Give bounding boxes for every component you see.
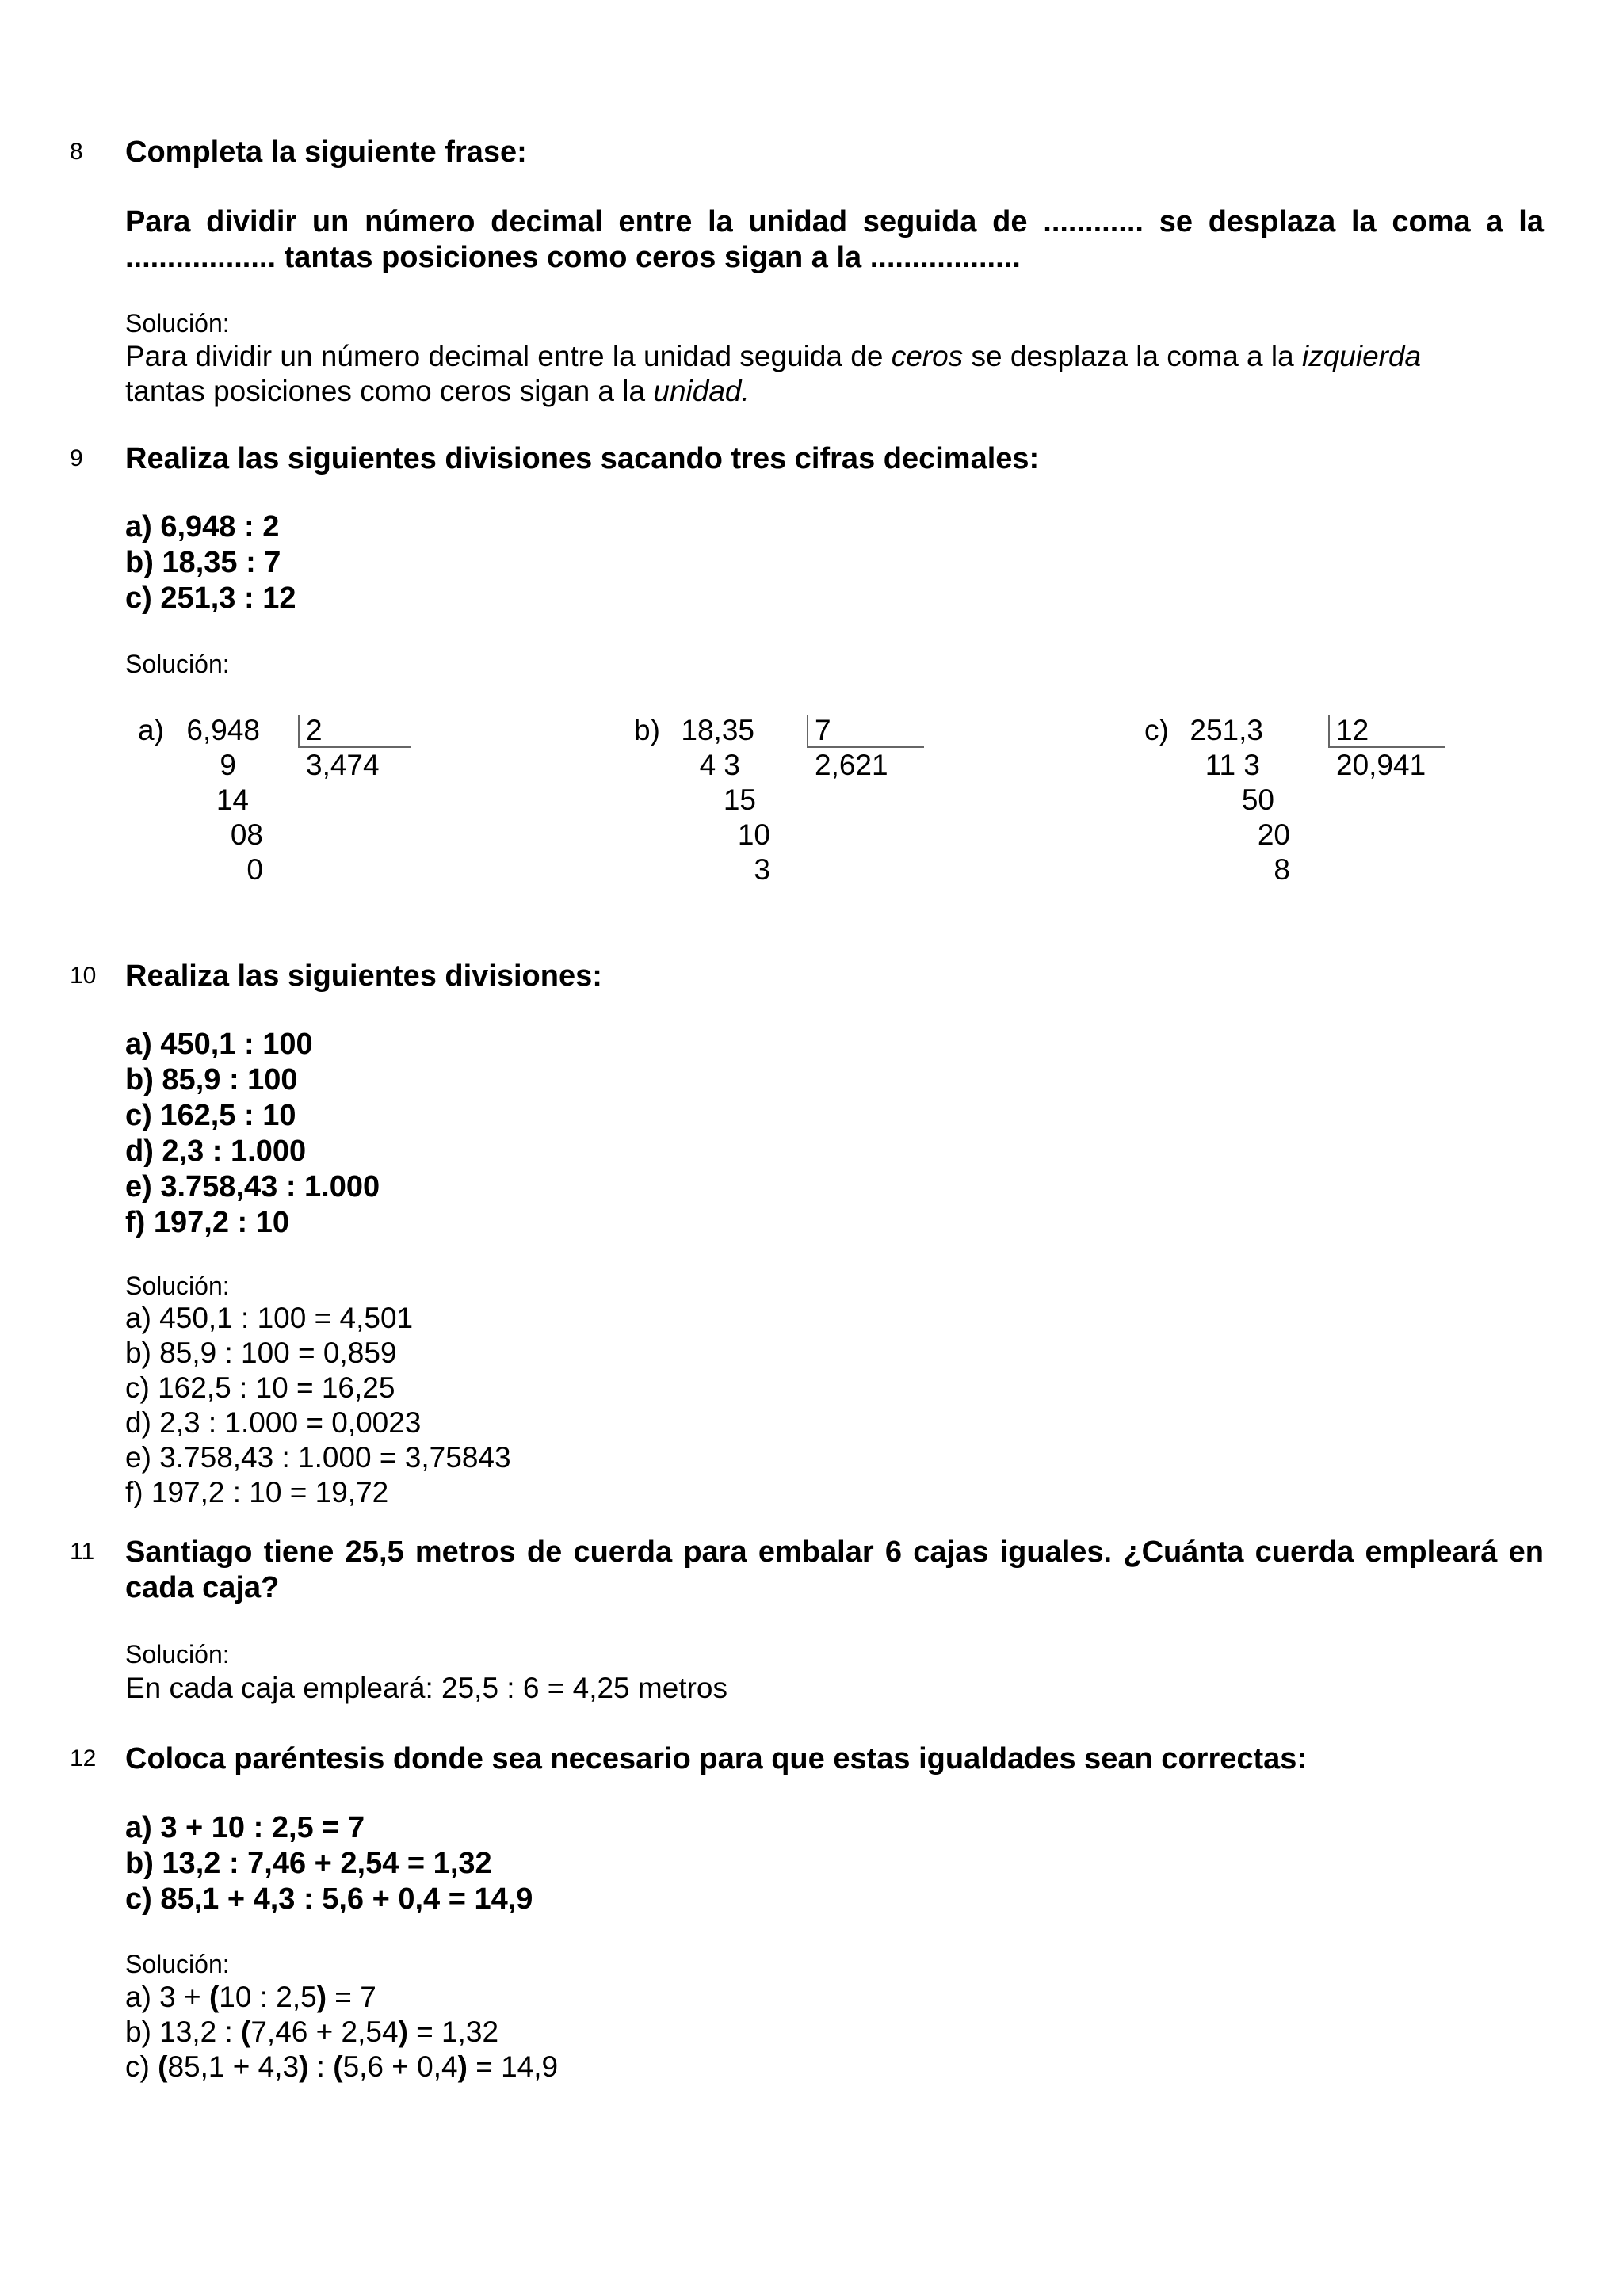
problem-items — [125, 1027, 1544, 1241]
text-part: = 14,9 — [467, 2050, 559, 2083]
text-part: b) 13,2 : — [125, 2016, 242, 2048]
long-division-c — [1141, 713, 1474, 887]
solution-line: a) 450,1 : 100 = 4,501 — [125, 1302, 414, 1334]
division-step: 08 — [230, 818, 263, 851]
italic-answer: izquierda — [1301, 340, 1422, 372]
solution-text — [125, 339, 1544, 409]
solution-text: En cada caja empleará: 25,5 : 6 = 4,25 metros — [125, 1672, 727, 1704]
quotient: 2,621 — [815, 749, 888, 781]
division-label: a) — [138, 714, 164, 746]
item: e) 3.758,43 : 1.000 — [125, 1170, 380, 1203]
text-part: : — [308, 2050, 334, 2083]
parenthesis: ) — [299, 2050, 309, 2083]
text-part: se desplaza la coma a la — [963, 340, 1302, 372]
text-part: = 1,32 — [407, 2016, 499, 2048]
solution-line: e) 3.758,43 : 1.000 = 3,75843 — [125, 1441, 511, 1474]
division-bracket — [298, 715, 300, 746]
problem-number: 12 — [70, 1745, 97, 1772]
division-step: 8 — [1274, 853, 1290, 886]
item: b) 18,35 : 7 — [125, 546, 281, 579]
solution-line: b) 85,9 : 100 = 0,859 — [125, 1337, 397, 1369]
division-step: 0 — [246, 853, 263, 886]
solution-line — [125, 374, 1544, 409]
divisor: 2 — [306, 714, 323, 746]
solution-line — [125, 339, 1544, 374]
parenthesis: ( — [158, 2050, 168, 2083]
text-line: cada caja? — [125, 1571, 280, 1604]
text-part: 7,46 + 2,54 — [250, 2016, 399, 2048]
text-part: = 7 — [327, 1981, 376, 2013]
item: a) 3 + 10 : 2,5 = 7 — [125, 1811, 365, 1844]
divisor: 12 — [1336, 714, 1369, 746]
text-part: 5,6 + 0,4 — [342, 2050, 458, 2083]
division-step: 9 — [220, 749, 236, 781]
italic-answer: ceros — [891, 340, 964, 372]
solution-label: Solución: — [125, 650, 230, 678]
problem-statement: Realiza las siguientes divisiones: — [125, 959, 602, 993]
division-label: c) — [1144, 714, 1169, 746]
dividend: 251,3 — [1190, 714, 1263, 746]
item: a) 6,948 : 2 — [125, 510, 280, 543]
text-part: 85,1 + 4,3 — [167, 2050, 300, 2083]
text-line: .................. tantas posiciones como ceros sigan a la .................. — [125, 241, 1021, 274]
solution-label: Solución: — [125, 1640, 230, 1669]
division-step: 15 — [723, 784, 756, 816]
problem-items — [125, 509, 1544, 616]
text-part: tantas posiciones como ceros sigan a la — [125, 375, 654, 407]
solution-line — [125, 2050, 1544, 2084]
quotient: 20,941 — [1336, 749, 1426, 781]
division-step: 14 — [216, 784, 249, 816]
solution-line — [125, 2015, 1544, 2050]
problem-number: 10 — [70, 963, 97, 989]
item: c) 162,5 : 10 — [125, 1099, 296, 1132]
parenthesis: ) — [457, 2050, 468, 2083]
problem-statement: Completa la siguiente frase: — [125, 135, 527, 169]
parenthesis: ) — [398, 2016, 408, 2048]
division-step: 4 3 — [699, 749, 740, 781]
divisor: 7 — [815, 714, 831, 746]
solution-label: Solución: — [125, 309, 230, 338]
division-bracket — [1328, 715, 1330, 746]
division-step: 50 — [1241, 784, 1274, 816]
item: c) 85,1 + 4,3 : 5,6 + 0,4 = 14,9 — [125, 1882, 533, 1916]
solution-line — [125, 1980, 1544, 2015]
solution-label: Solución: — [125, 1950, 230, 1978]
problem-statement — [125, 1535, 1544, 1606]
text-line: Para dividir un número decimal entre la unidad seguida de ............ se desplaza la coma a la — [125, 205, 1544, 238]
division-step: 11 3 — [1205, 749, 1260, 781]
problem-number: 8 — [70, 139, 83, 165]
division-bracket — [807, 715, 808, 746]
parenthesis: ) — [316, 1981, 327, 2013]
division-step: 20 — [1257, 818, 1290, 851]
problem-text — [125, 204, 1544, 276]
division-step: 3 — [754, 853, 770, 886]
division-step: 10 — [737, 818, 770, 851]
problem-number: 11 — [70, 1539, 95, 1565]
problem-number: 9 — [70, 445, 83, 471]
solution-line: c) 162,5 : 10 = 16,25 — [125, 1371, 395, 1404]
text-part: Para dividir un número decimal entre la unidad seguida de — [125, 340, 892, 372]
problem-statement: Coloca paréntesis donde sea necesario para que estas igualdades sean correctas: — [125, 1742, 1308, 1775]
quotient: 3,474 — [306, 749, 380, 781]
item: f) 197,2 : 10 — [125, 1206, 289, 1239]
long-division-a — [135, 713, 452, 887]
text-part: c) — [125, 2050, 158, 2083]
solution-line: d) 2,3 : 1.000 = 0,0023 — [125, 1406, 422, 1439]
dividend: 6,948 — [186, 714, 260, 746]
solution-label: Solución: — [125, 1272, 230, 1300]
problem-statement: Realiza las siguientes divisiones sacando tres cifras decimales: — [125, 442, 1040, 475]
problem-items — [125, 1810, 1544, 1917]
text-part: a) 3 + — [125, 1981, 209, 2013]
italic-answer: unidad. — [653, 375, 750, 407]
parenthesis: ( — [241, 2016, 251, 2048]
item: b) 85,9 : 100 — [125, 1063, 298, 1097]
item: c) 251,3 : 12 — [125, 582, 296, 615]
solution-list — [125, 1980, 1544, 2084]
parenthesis: ( — [208, 1981, 220, 2013]
division-label: b) — [634, 714, 660, 746]
solution-line: f) 197,2 : 10 = 19,72 — [125, 1476, 389, 1508]
item: d) 2,3 : 1.000 — [125, 1135, 307, 1168]
text-line: Santiago tiene 25,5 metros de cuerda para embalar 6 cajas iguales. ¿Cuánta cuerda empleará en — [125, 1535, 1544, 1569]
parenthesis: ( — [333, 2050, 343, 2083]
item: a) 450,1 : 100 — [125, 1028, 313, 1061]
long-division-b — [631, 713, 948, 887]
text-part: 10 : 2,5 — [219, 1981, 317, 2013]
dividend: 18,35 — [681, 714, 754, 746]
item: b) 13,2 : 7,46 + 2,54 = 1,32 — [125, 1847, 492, 1880]
solution-list — [125, 1301, 1544, 1510]
